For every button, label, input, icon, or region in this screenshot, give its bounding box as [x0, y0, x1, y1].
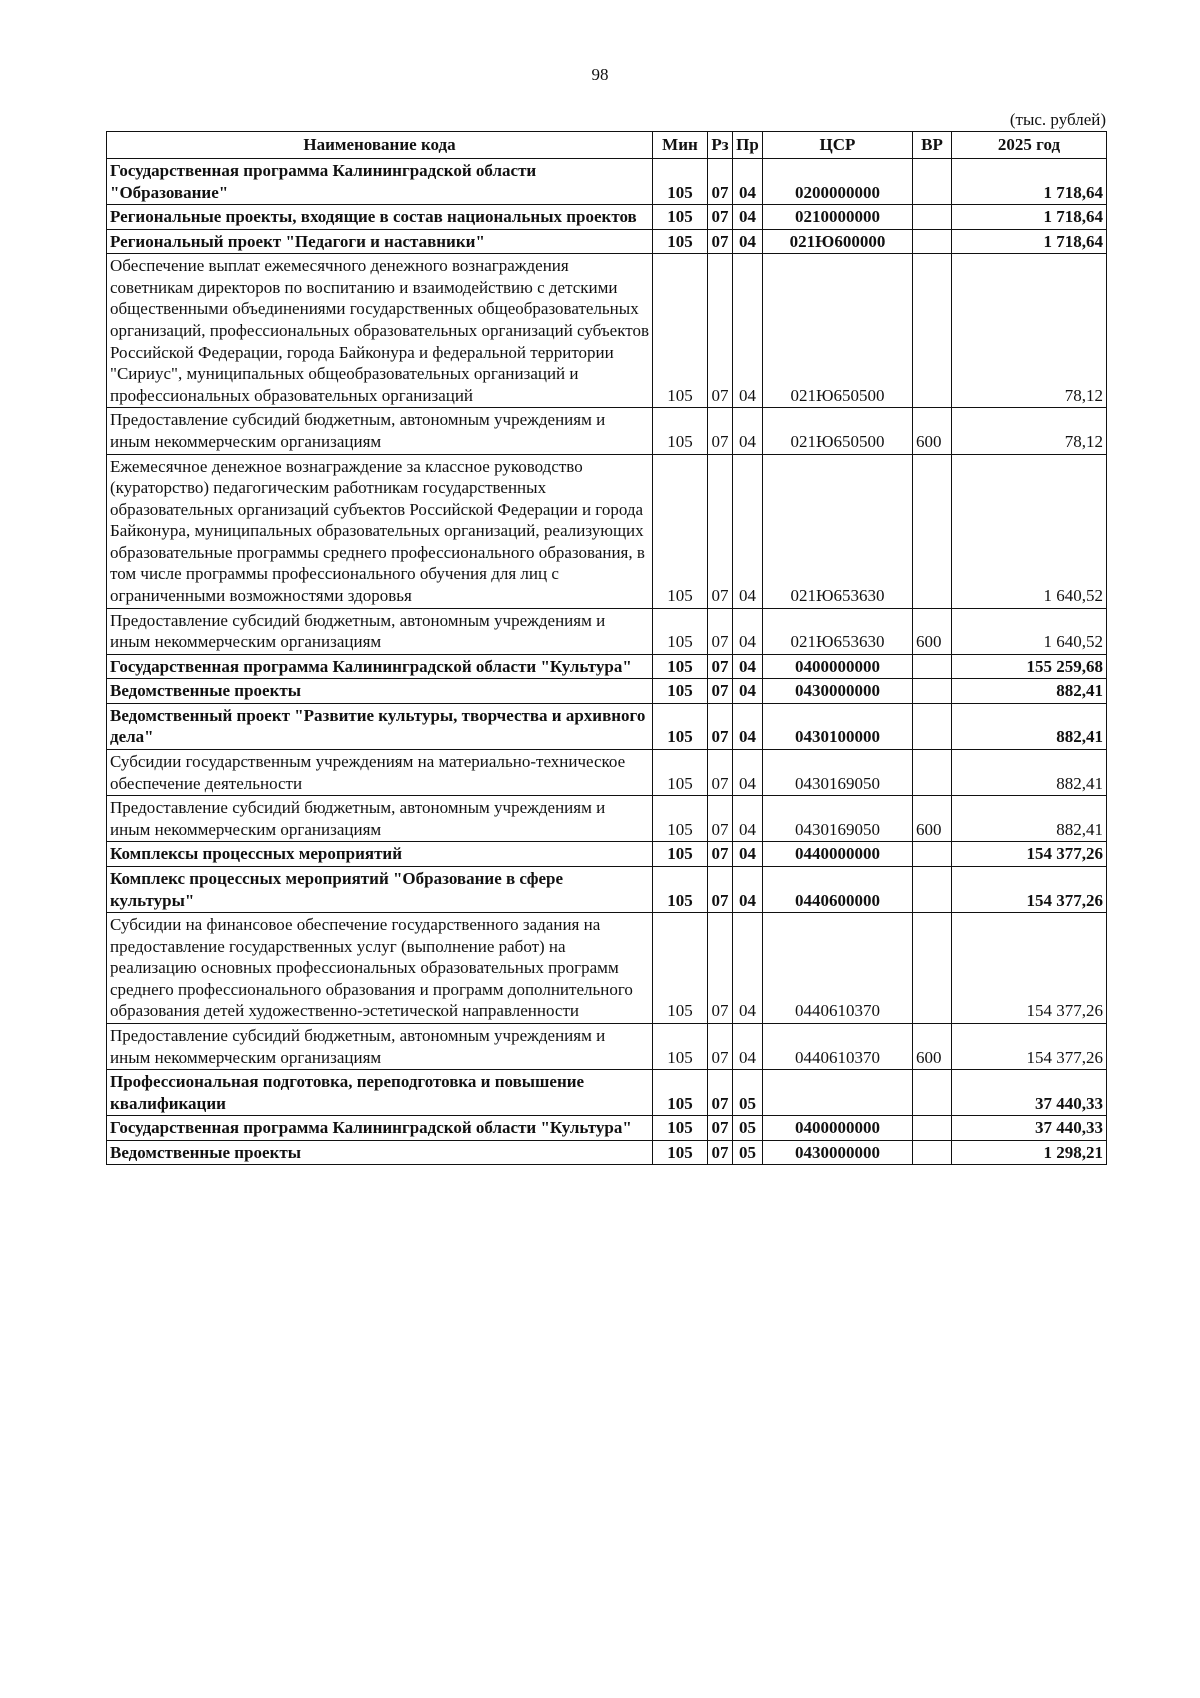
- table-row: [107, 229, 1107, 254]
- cell-pr: 04: [733, 866, 763, 912]
- cell-csr: 021Ю653630: [763, 608, 913, 654]
- header-rz: Рз: [708, 132, 733, 159]
- table-row: [107, 454, 1107, 608]
- table-row: [107, 913, 1107, 1024]
- cell-vr: [913, 454, 952, 608]
- cell-min: 105: [653, 679, 708, 704]
- table-header-row: [107, 132, 1107, 159]
- cell-name: Комплекс процессных мероприятий "Образование в сфере культуры": [107, 866, 653, 912]
- cell-rz: 07: [708, 159, 733, 205]
- table-row: [107, 866, 1107, 912]
- cell-amount: 37 440,33: [952, 1070, 1107, 1116]
- cell-vr: [913, 229, 952, 254]
- cell-min: 105: [653, 1070, 708, 1116]
- cell-rz: 07: [708, 1140, 733, 1165]
- cell-min: 105: [653, 1116, 708, 1141]
- cell-csr: 0440610370: [763, 1023, 913, 1069]
- cell-min: 105: [653, 866, 708, 912]
- table-row: [107, 679, 1107, 704]
- table-row: [107, 1140, 1107, 1165]
- cell-pr: 05: [733, 1116, 763, 1141]
- cell-vr: [913, 1140, 952, 1165]
- cell-vr: [913, 842, 952, 867]
- cell-csr: 0440600000: [763, 866, 913, 912]
- table-row: [107, 1116, 1107, 1141]
- cell-min: 105: [653, 159, 708, 205]
- cell-name: Государственная программа Калининградской области "Культура": [107, 1116, 653, 1141]
- cell-amount: 1 640,52: [952, 608, 1107, 654]
- cell-min: 105: [653, 654, 708, 679]
- cell-amount: 1 718,64: [952, 229, 1107, 254]
- cell-min: 105: [653, 229, 708, 254]
- cell-csr: 0400000000: [763, 1116, 913, 1141]
- cell-csr: 021Ю650500: [763, 254, 913, 408]
- cell-csr: 0200000000: [763, 159, 913, 205]
- header-csr: ЦСР: [763, 132, 913, 159]
- cell-pr: 04: [733, 229, 763, 254]
- cell-csr: 0430169050: [763, 796, 913, 842]
- table-row: [107, 408, 1107, 454]
- cell-vr: 600: [913, 608, 952, 654]
- cell-csr: 0430169050: [763, 750, 913, 796]
- table-row: [107, 842, 1107, 867]
- cell-name: Государственная программа Калининградской области "Культура": [107, 654, 653, 679]
- cell-rz: 07: [708, 1023, 733, 1069]
- cell-pr: 04: [733, 1023, 763, 1069]
- cell-vr: 600: [913, 408, 952, 454]
- cell-rz: 07: [708, 913, 733, 1024]
- cell-vr: [913, 654, 952, 679]
- cell-csr: 0430100000: [763, 703, 913, 749]
- cell-pr: 04: [733, 608, 763, 654]
- cell-vr: 600: [913, 1023, 952, 1069]
- cell-csr: 021Ю650500: [763, 408, 913, 454]
- cell-amount: 154 377,26: [952, 913, 1107, 1024]
- units-note: (тыс. рублей): [1009, 110, 1106, 129]
- cell-pr: 04: [733, 454, 763, 608]
- cell-amount: 882,41: [952, 703, 1107, 749]
- cell-pr: 04: [733, 842, 763, 867]
- cell-pr: 04: [733, 703, 763, 749]
- cell-vr: [913, 205, 952, 230]
- header-pr: Пр: [733, 132, 763, 159]
- cell-amount: 78,12: [952, 408, 1107, 454]
- cell-csr: 0210000000: [763, 205, 913, 230]
- cell-rz: 07: [708, 1116, 733, 1141]
- cell-amount: 1 640,52: [952, 454, 1107, 608]
- cell-pr: 05: [733, 1140, 763, 1165]
- cell-amount: 882,41: [952, 750, 1107, 796]
- header-name: Наименование кода: [107, 132, 653, 159]
- cell-amount: 37 440,33: [952, 1116, 1107, 1141]
- cell-rz: 07: [708, 654, 733, 679]
- cell-csr: 021Ю653630: [763, 454, 913, 608]
- table-row: [107, 703, 1107, 749]
- cell-name: Государственная программа Калининградской области "Образование": [107, 159, 653, 205]
- cell-rz: 07: [708, 796, 733, 842]
- cell-rz: 07: [708, 254, 733, 408]
- cell-csr: 021Ю600000: [763, 229, 913, 254]
- cell-min: 105: [653, 454, 708, 608]
- cell-pr: 04: [733, 254, 763, 408]
- table-row: [107, 654, 1107, 679]
- cell-rz: 07: [708, 608, 733, 654]
- cell-min: 105: [653, 796, 708, 842]
- cell-min: 105: [653, 608, 708, 654]
- table-row: [107, 796, 1107, 842]
- header-vr: ВР: [913, 132, 952, 159]
- cell-name: Предоставление субсидий бюджетным, автономным учреждениям и иным некоммерческим организациям: [107, 608, 653, 654]
- cell-vr: 600: [913, 796, 952, 842]
- cell-name: Предоставление субсидий бюджетным, автономным учреждениям и иным некоммерческим организациям: [107, 408, 653, 454]
- cell-min: 105: [653, 408, 708, 454]
- cell-name: Профессиональная подготовка, переподготовка и повышение квалификации: [107, 1070, 653, 1116]
- cell-amount: 1 298,21: [952, 1140, 1107, 1165]
- table-row: [107, 159, 1107, 205]
- page-number: 98: [591, 65, 609, 84]
- cell-pr: 04: [733, 913, 763, 1024]
- cell-csr: 0430000000: [763, 679, 913, 704]
- budget-table: [106, 131, 1107, 1165]
- cell-min: 105: [653, 205, 708, 230]
- cell-min: 105: [653, 750, 708, 796]
- cell-name: Региональные проекты, входящие в состав национальных проектов: [107, 205, 653, 230]
- cell-amount: 1 718,64: [952, 159, 1107, 205]
- cell-vr: [913, 679, 952, 704]
- cell-amount: 154 377,26: [952, 842, 1107, 867]
- cell-amount: 155 259,68: [952, 654, 1107, 679]
- header-year: 2025 год: [952, 132, 1107, 159]
- table-row: [107, 1070, 1107, 1116]
- cell-csr: 0440000000: [763, 842, 913, 867]
- cell-name: Ежемесячное денежное вознаграждение за классное руководство (кураторство) педагогическим работникам государственных образовательных организаций субъектов Российской Федерации и города Байконура, муниципальных образовательных организаций, реализующих образовательные программы среднего профессионального образования, в том числе программы профессионального обучения для лиц с ограниченными возможностями здоровья: [107, 454, 653, 608]
- cell-vr: [913, 913, 952, 1024]
- table-row: [107, 608, 1107, 654]
- cell-amount: 78,12: [952, 254, 1107, 408]
- cell-name: Обеспечение выплат ежемесячного денежного вознаграждения советникам директоров по воспитанию и взаимодействию с детскими общественными объединениями государственных общеобразовательных организаций, профессиональных образовательных организаций субъектов Российской Федерации, города Байконура и федеральной территории "Сириус", муниципальных общеобразовательных организаций и профессиональных образовательных организаций: [107, 254, 653, 408]
- cell-name: Региональный проект "Педагоги и наставники": [107, 229, 653, 254]
- cell-name: Комплексы процессных мероприятий: [107, 842, 653, 867]
- table-row: [107, 254, 1107, 408]
- table-row: [107, 1023, 1107, 1069]
- cell-csr: 0430000000: [763, 1140, 913, 1165]
- cell-rz: 07: [708, 205, 733, 230]
- cell-csr: 0400000000: [763, 654, 913, 679]
- cell-rz: 07: [708, 750, 733, 796]
- cell-rz: 07: [708, 679, 733, 704]
- table-row: [107, 205, 1107, 230]
- cell-vr: [913, 159, 952, 205]
- cell-amount: 154 377,26: [952, 1023, 1107, 1069]
- cell-pr: 05: [733, 1070, 763, 1116]
- cell-rz: 07: [708, 703, 733, 749]
- cell-pr: 04: [733, 654, 763, 679]
- cell-vr: [913, 254, 952, 408]
- cell-name: Предоставление субсидий бюджетным, автономным учреждениям и иным некоммерческим организациям: [107, 796, 653, 842]
- cell-name: Ведомственные проекты: [107, 679, 653, 704]
- cell-rz: 07: [708, 1070, 733, 1116]
- cell-min: 105: [653, 1023, 708, 1069]
- cell-amount: 1 718,64: [952, 205, 1107, 230]
- cell-name: Субсидии государственным учреждениям на материально-техническое обеспечение деятельности: [107, 750, 653, 796]
- cell-pr: 04: [733, 408, 763, 454]
- cell-vr: [913, 703, 952, 749]
- cell-name: Ведомственные проекты: [107, 1140, 653, 1165]
- cell-pr: 04: [733, 159, 763, 205]
- cell-min: 105: [653, 1140, 708, 1165]
- cell-amount: 154 377,26: [952, 866, 1107, 912]
- cell-min: 105: [653, 913, 708, 1024]
- cell-pr: 04: [733, 796, 763, 842]
- cell-vr: [913, 1070, 952, 1116]
- cell-vr: [913, 866, 952, 912]
- cell-pr: 04: [733, 679, 763, 704]
- cell-vr: [913, 750, 952, 796]
- cell-name: Предоставление субсидий бюджетным, автономным учреждениям и иным некоммерческим организациям: [107, 1023, 653, 1069]
- cell-min: 105: [653, 254, 708, 408]
- cell-rz: 07: [708, 842, 733, 867]
- cell-csr: 0440610370: [763, 913, 913, 1024]
- cell-amount: 882,41: [952, 679, 1107, 704]
- cell-csr: [763, 1070, 913, 1116]
- cell-pr: 04: [733, 750, 763, 796]
- cell-name: Субсидии на финансовое обеспечение государственного задания на предоставление государственных услуг (выполнение работ) на реализацию основных профессиональных образовательных программ среднего профессионального образования и программ дополнительного образования детей художественно-эстетической направленности: [107, 913, 653, 1024]
- cell-vr: [913, 1116, 952, 1141]
- cell-min: 105: [653, 842, 708, 867]
- cell-pr: 04: [733, 205, 763, 230]
- cell-rz: 07: [708, 866, 733, 912]
- cell-name: Ведомственный проект "Развитие культуры, творчества и архивного дела": [107, 703, 653, 749]
- cell-rz: 07: [708, 408, 733, 454]
- header-min: Мин: [653, 132, 708, 159]
- cell-rz: 07: [708, 229, 733, 254]
- table-row: [107, 750, 1107, 796]
- cell-min: 105: [653, 703, 708, 749]
- cell-amount: 882,41: [952, 796, 1107, 842]
- cell-rz: 07: [708, 454, 733, 608]
